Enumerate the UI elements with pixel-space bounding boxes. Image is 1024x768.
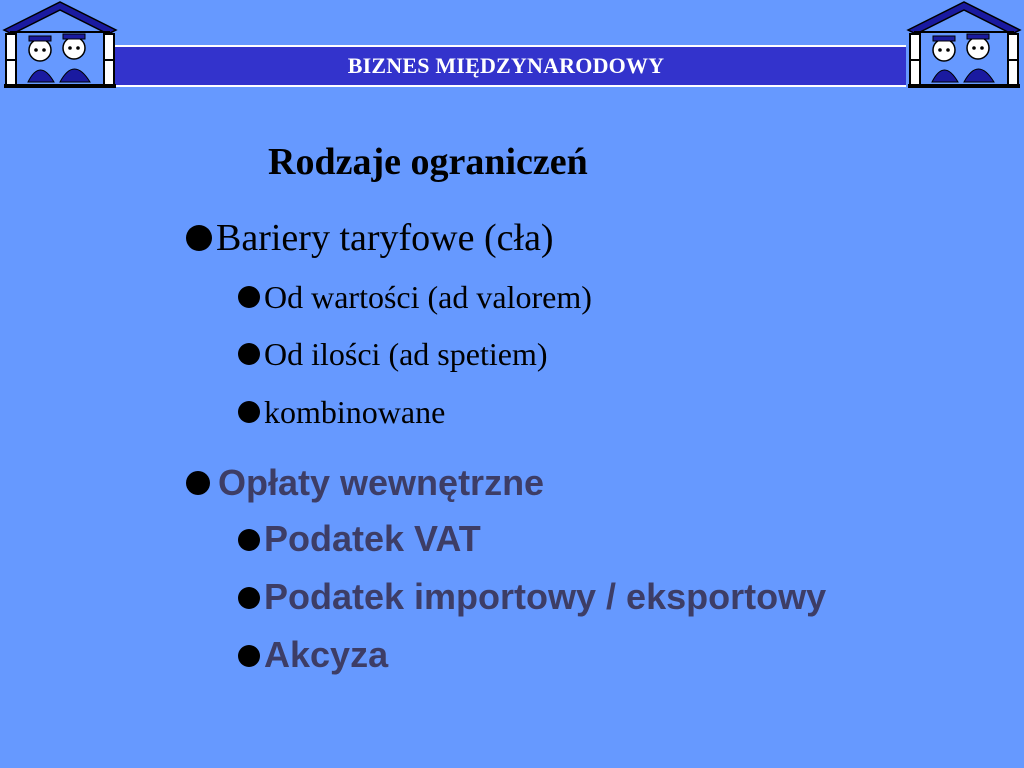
bullet-icon xyxy=(186,225,212,251)
sub-bullet-item xyxy=(238,336,547,373)
header-bar xyxy=(106,45,906,87)
header-title: BIZNES MIĘDZYNARODOWY xyxy=(347,53,665,78)
school-graduates-logo-icon xyxy=(0,0,120,90)
bullet-icon xyxy=(238,587,260,609)
sub-bullet-text: Od wartości (ad valorem) xyxy=(264,279,592,315)
sub-bullet-item xyxy=(238,394,445,431)
bullet-text: Bariery taryfowe (cła) xyxy=(216,217,554,259)
bullet-icon xyxy=(238,529,260,551)
school-graduates-logo-icon xyxy=(904,0,1024,90)
bullet-item-internal-fees xyxy=(186,462,544,504)
bullet-icon xyxy=(238,401,260,423)
sub-bullet-text: Podatek importowy / eksportowy xyxy=(264,576,827,617)
sub-bullet-item xyxy=(238,634,388,676)
sub-bullet-item xyxy=(238,279,592,316)
sub-bullet-text: Podatek VAT xyxy=(264,518,481,559)
bullet-icon xyxy=(238,343,260,365)
sub-bullet-text: Akcyza xyxy=(264,634,389,675)
bullet-icon xyxy=(238,286,260,308)
bullet-icon xyxy=(186,471,210,495)
sub-bullet-item xyxy=(238,576,826,618)
sub-bullet-text: Od ilości (ad spetiem) xyxy=(264,336,548,372)
bullet-icon xyxy=(238,645,260,667)
sub-bullet-text: kombinowane xyxy=(264,394,446,430)
bullet-item-tariff-barriers xyxy=(186,216,554,260)
slide-title: Rodzaje ograniczeń xyxy=(268,141,588,183)
bullet-text: Opłaty wewnętrzne xyxy=(218,462,545,503)
sub-bullet-item xyxy=(238,518,481,560)
